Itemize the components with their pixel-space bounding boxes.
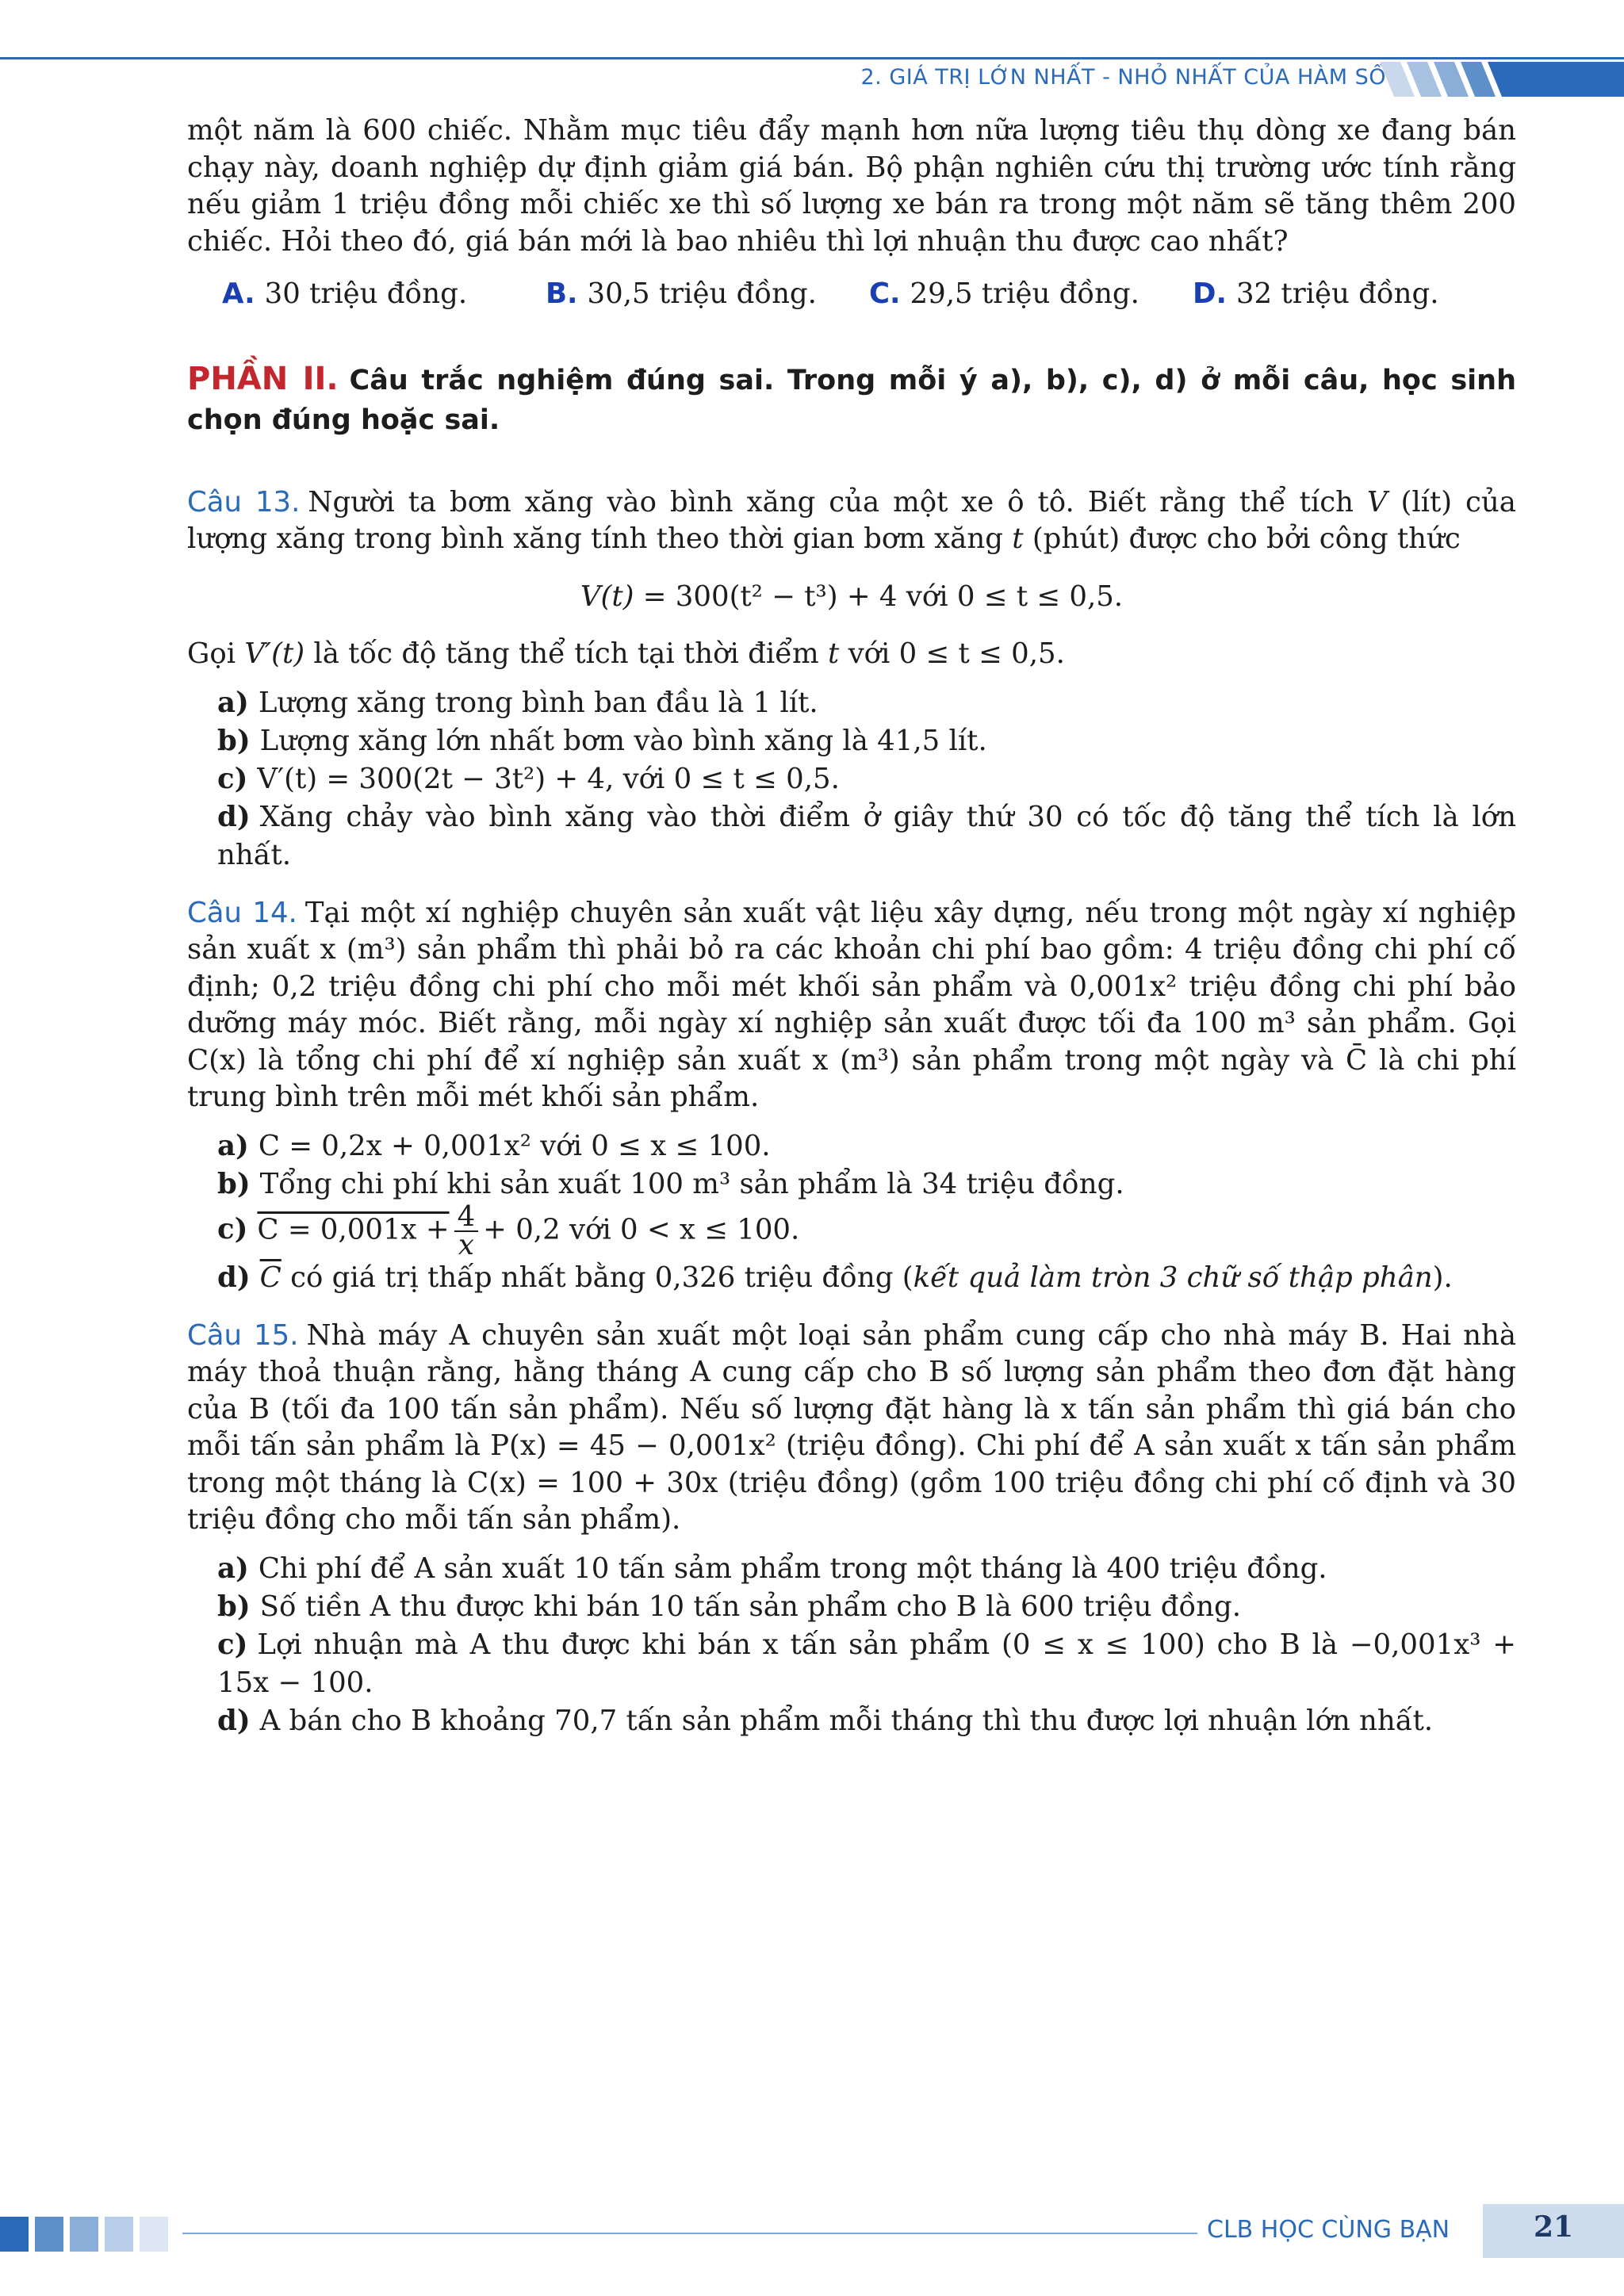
statement-text: Tổng chi phí khi sản xuất 100 m³ sản phẩm là 34 triệu đồng. xyxy=(259,1167,1124,1200)
statement-b[interactable] xyxy=(217,1165,1516,1203)
fraction-numerator: 4 xyxy=(454,1203,479,1232)
header-stripes-decoration xyxy=(1380,62,1624,97)
answer-options xyxy=(222,276,1516,313)
formula-rhs: = 300(t² − t³) + 4 xyxy=(642,580,898,613)
statement-text: + 0,2 với 0 < x ≤ 100. xyxy=(483,1213,800,1246)
volume-formula xyxy=(187,579,1516,616)
option-label: B. xyxy=(546,277,578,310)
statement-d[interactable] xyxy=(217,1259,1516,1297)
option-b[interactable] xyxy=(546,276,869,313)
statement-label: c) xyxy=(217,762,248,795)
statement-label: b) xyxy=(217,1167,251,1200)
option-c[interactable] xyxy=(869,276,1193,313)
statement-label: b) xyxy=(217,1590,251,1623)
question-14-statements xyxy=(217,1127,1516,1297)
option-text: 30,5 triệu đồng. xyxy=(587,277,817,310)
statement-text: Chi phí để A sản xuất 10 tấn sảm phẩm trong một tháng là 400 triệu đồng. xyxy=(258,1552,1327,1585)
question-13-note xyxy=(187,636,1516,673)
statement-d[interactable] xyxy=(217,798,1516,874)
statement-label: d) xyxy=(217,1261,251,1294)
statement-text: V′(t) = 300(2t − 3t²) + 4, với 0 ≤ t ≤ 0,5. xyxy=(257,762,840,795)
option-label: D. xyxy=(1193,277,1227,310)
question-13-stem xyxy=(187,484,1516,558)
statement-b[interactable] xyxy=(217,1588,1516,1626)
footer-blocks-decoration xyxy=(0,2217,182,2252)
option-text: 32 triệu đồng. xyxy=(1235,277,1439,310)
statement-text: ). xyxy=(1432,1261,1453,1294)
formula-lhs: V(t) xyxy=(580,580,634,613)
option-label: A. xyxy=(222,277,255,310)
statement-label: d) xyxy=(217,800,251,833)
statement-italic-text: kết quả làm tròn 3 chữ số thập phân xyxy=(913,1261,1433,1294)
statement-text: Lượng xăng trong bình ban đầu là 1 lít. xyxy=(258,686,818,719)
footer-club-name: CLB HỌC CÙNG BẠN xyxy=(1207,2216,1450,2244)
question-13 xyxy=(187,484,1516,874)
option-d[interactable] xyxy=(1193,276,1516,313)
footer-rule xyxy=(182,2233,1197,2234)
statement-text: A bán cho B khoảng 70,7 tấn sản phẩm mỗi tháng thì thu được lợi nhuận lớn nhất. xyxy=(259,1704,1433,1737)
part-2-heading xyxy=(187,359,1516,440)
question-13-statements xyxy=(217,684,1516,874)
question-14-stem xyxy=(187,895,1516,1116)
statement-text: Số tiền A thu được khi bán 10 tấn sản phẩm cho B là 600 triệu đồng. xyxy=(259,1590,1242,1623)
math-variable: $\overline{C}$ xyxy=(259,1261,282,1294)
question-text: với 0 ≤ t ≤ 0,5. xyxy=(848,637,1065,670)
option-label: C. xyxy=(869,277,901,310)
chapter-title: 2. GIÁ TRỊ LỚN NHẤT - NHỎ NHẤT CỦA HÀM SỐ xyxy=(860,65,1386,90)
statement-a[interactable] xyxy=(217,1550,1516,1588)
statement-c[interactable] xyxy=(217,1626,1516,1702)
question-text: (lít) của lượng xăng trong bình xăng tính theo thời gian bơm xăng xyxy=(187,485,1516,555)
question-text: là tốc độ tăng thể tích tại thời điểm xyxy=(313,637,819,670)
statement-text: Xăng chảy vào bình xăng vào thời điểm ở giây thứ 30 có tốc độ tăng thể tích là lớn nhất. xyxy=(217,800,1516,871)
statement-label: a) xyxy=(217,686,249,719)
option-a[interactable] xyxy=(222,276,546,313)
statement-label: a) xyxy=(217,1552,249,1585)
statement-text: có giá trị thấp nhất bằng 0,326 triệu đồng ( xyxy=(290,1261,914,1294)
question-14 xyxy=(187,895,1516,1297)
question-15-statements xyxy=(217,1550,1516,1740)
part-2-label: PHẦN II. xyxy=(187,360,339,397)
question-15 xyxy=(187,1318,1516,1740)
part-2-instructions: Câu trắc nghiệm đúng sai. Trong mỗi ý a), b), c), d) ở mỗi câu, học sinh chọn đúng hoặc sai. xyxy=(187,364,1516,436)
statement-text: Lợi nhuận mà A thu được khi bán x tấn sản phẩm (0 ≤ x ≤ 100) cho B là −0,001x³ + 15x − 100. xyxy=(217,1628,1516,1699)
statement-b[interactable] xyxy=(217,722,1516,760)
option-text: 29,5 triệu đồng. xyxy=(910,277,1139,310)
page-number: 21 xyxy=(1533,2210,1574,2244)
statement-d[interactable] xyxy=(217,1702,1516,1740)
page-content xyxy=(187,113,1516,1740)
statement-label: b) xyxy=(217,724,251,757)
statement-label: a) xyxy=(217,1129,249,1162)
statement-c[interactable] xyxy=(217,1200,1516,1261)
question-text: (phút) được cho bởi công thức xyxy=(1032,522,1461,555)
header-rule xyxy=(0,57,1624,59)
statement-label: d) xyxy=(217,1704,251,1737)
question-text: Tại một xí nghiệp chuyên sản xuất vật liệu xây dựng, nếu trong một ngày xí nghiệp sản xuất x (m³) sản phẩm thì phải bỏ ra các khoản chi phí bao gồm: 4 triệu đồng chi phí cố định; 0,2 triệu đồng chi phí cho mỗi mét khối sản phẩm và 0,001x² triệu đồng chi phí bảo dưỡng máy móc. Biết rằng, mỗi ngày xí nghiệp sản xuất được tối đa 100 m³ sản phẩm. Gọi C(x) là tổng chi phí để xí nghiệp sản xuất x (m³) sản phẩm trong một ngày và C̄ là chi phí trung bình trên mỗi mét khối sản phẩm. xyxy=(187,896,1516,1113)
fraction xyxy=(454,1200,479,1261)
question-text: Người ta bơm xăng vào bình xăng của một xe ô tô. Biết rằng thể tích xyxy=(308,485,1354,519)
statement-a[interactable] xyxy=(217,1127,1516,1165)
math-variable: t xyxy=(1012,522,1024,555)
statement-text: C = 0,001x + xyxy=(257,1213,450,1246)
statement-text: C = 0,2x + 0,001x² với 0 ≤ x ≤ 100. xyxy=(258,1129,771,1162)
question-text: Nhà máy A chuyên sản xuất một loại sản phẩm cung cấp cho nhà máy B. Hai nhà máy thoả thuận rằng, hằng tháng A cung cấp cho B số lượng sản phẩm theo đơn đặt hàng của B (tối đa 100 tấn sản phẩm). Nếu số lượng đặt hàng là x tấn sản phẩm thì giá bán cho mỗi tấn sản phẩm là P(x) = 45 − 0,001x² (triệu đồng). Chi phí để A sản xuất x tấn sản phẩm trong một tháng là C(x) = 100 + 30x (triệu đồng) (gồm 100 triệu đồng chi phí cố định và 30 triệu đồng cho mỗi tấn sản phẩm). xyxy=(187,1318,1516,1536)
statement-c[interactable] xyxy=(217,760,1516,798)
math-variable: t xyxy=(828,637,840,670)
fraction-denominator: x xyxy=(458,1228,474,1261)
question-text: Gọi xyxy=(187,637,236,670)
question-14-label: Câu 14. xyxy=(187,896,297,929)
statement-label: c) xyxy=(217,1628,248,1661)
math-variable: V xyxy=(1366,485,1388,519)
statement-label: c) xyxy=(217,1213,248,1246)
statement-text: Lượng xăng lớn nhất bơm vào bình xăng là 41,5 lít. xyxy=(259,724,987,757)
question-15-stem xyxy=(187,1318,1516,1539)
question-12-continuation: một năm là 600 chiếc. Nhằm mục tiêu đẩy mạnh hơn nữa lượng tiêu thụ dòng xe đang bán chạy này, doanh nghiệp dự định giảm giá bán. Bộ phận nghiên cứu thị trường ước tính rằng nếu giảm 1 triệu đồng mỗi chiếc xe thì số lượng xe bán ra trong một năm sẽ tăng thêm 200 chiếc. Hỏi theo đó, giá bán mới là bao nhiêu thì lợi nhuận thu được cao nhất? xyxy=(187,114,1516,258)
math-variable: V′(t) xyxy=(244,637,305,670)
formula-condition-word: với xyxy=(906,580,948,613)
option-text: 30 triệu đồng. xyxy=(264,277,468,310)
statement-a[interactable] xyxy=(217,684,1516,722)
question-13-label: Câu 13. xyxy=(187,485,301,519)
formula-condition: 0 ≤ t ≤ 0,5. xyxy=(956,580,1124,613)
question-15-label: Câu 15. xyxy=(187,1318,299,1352)
